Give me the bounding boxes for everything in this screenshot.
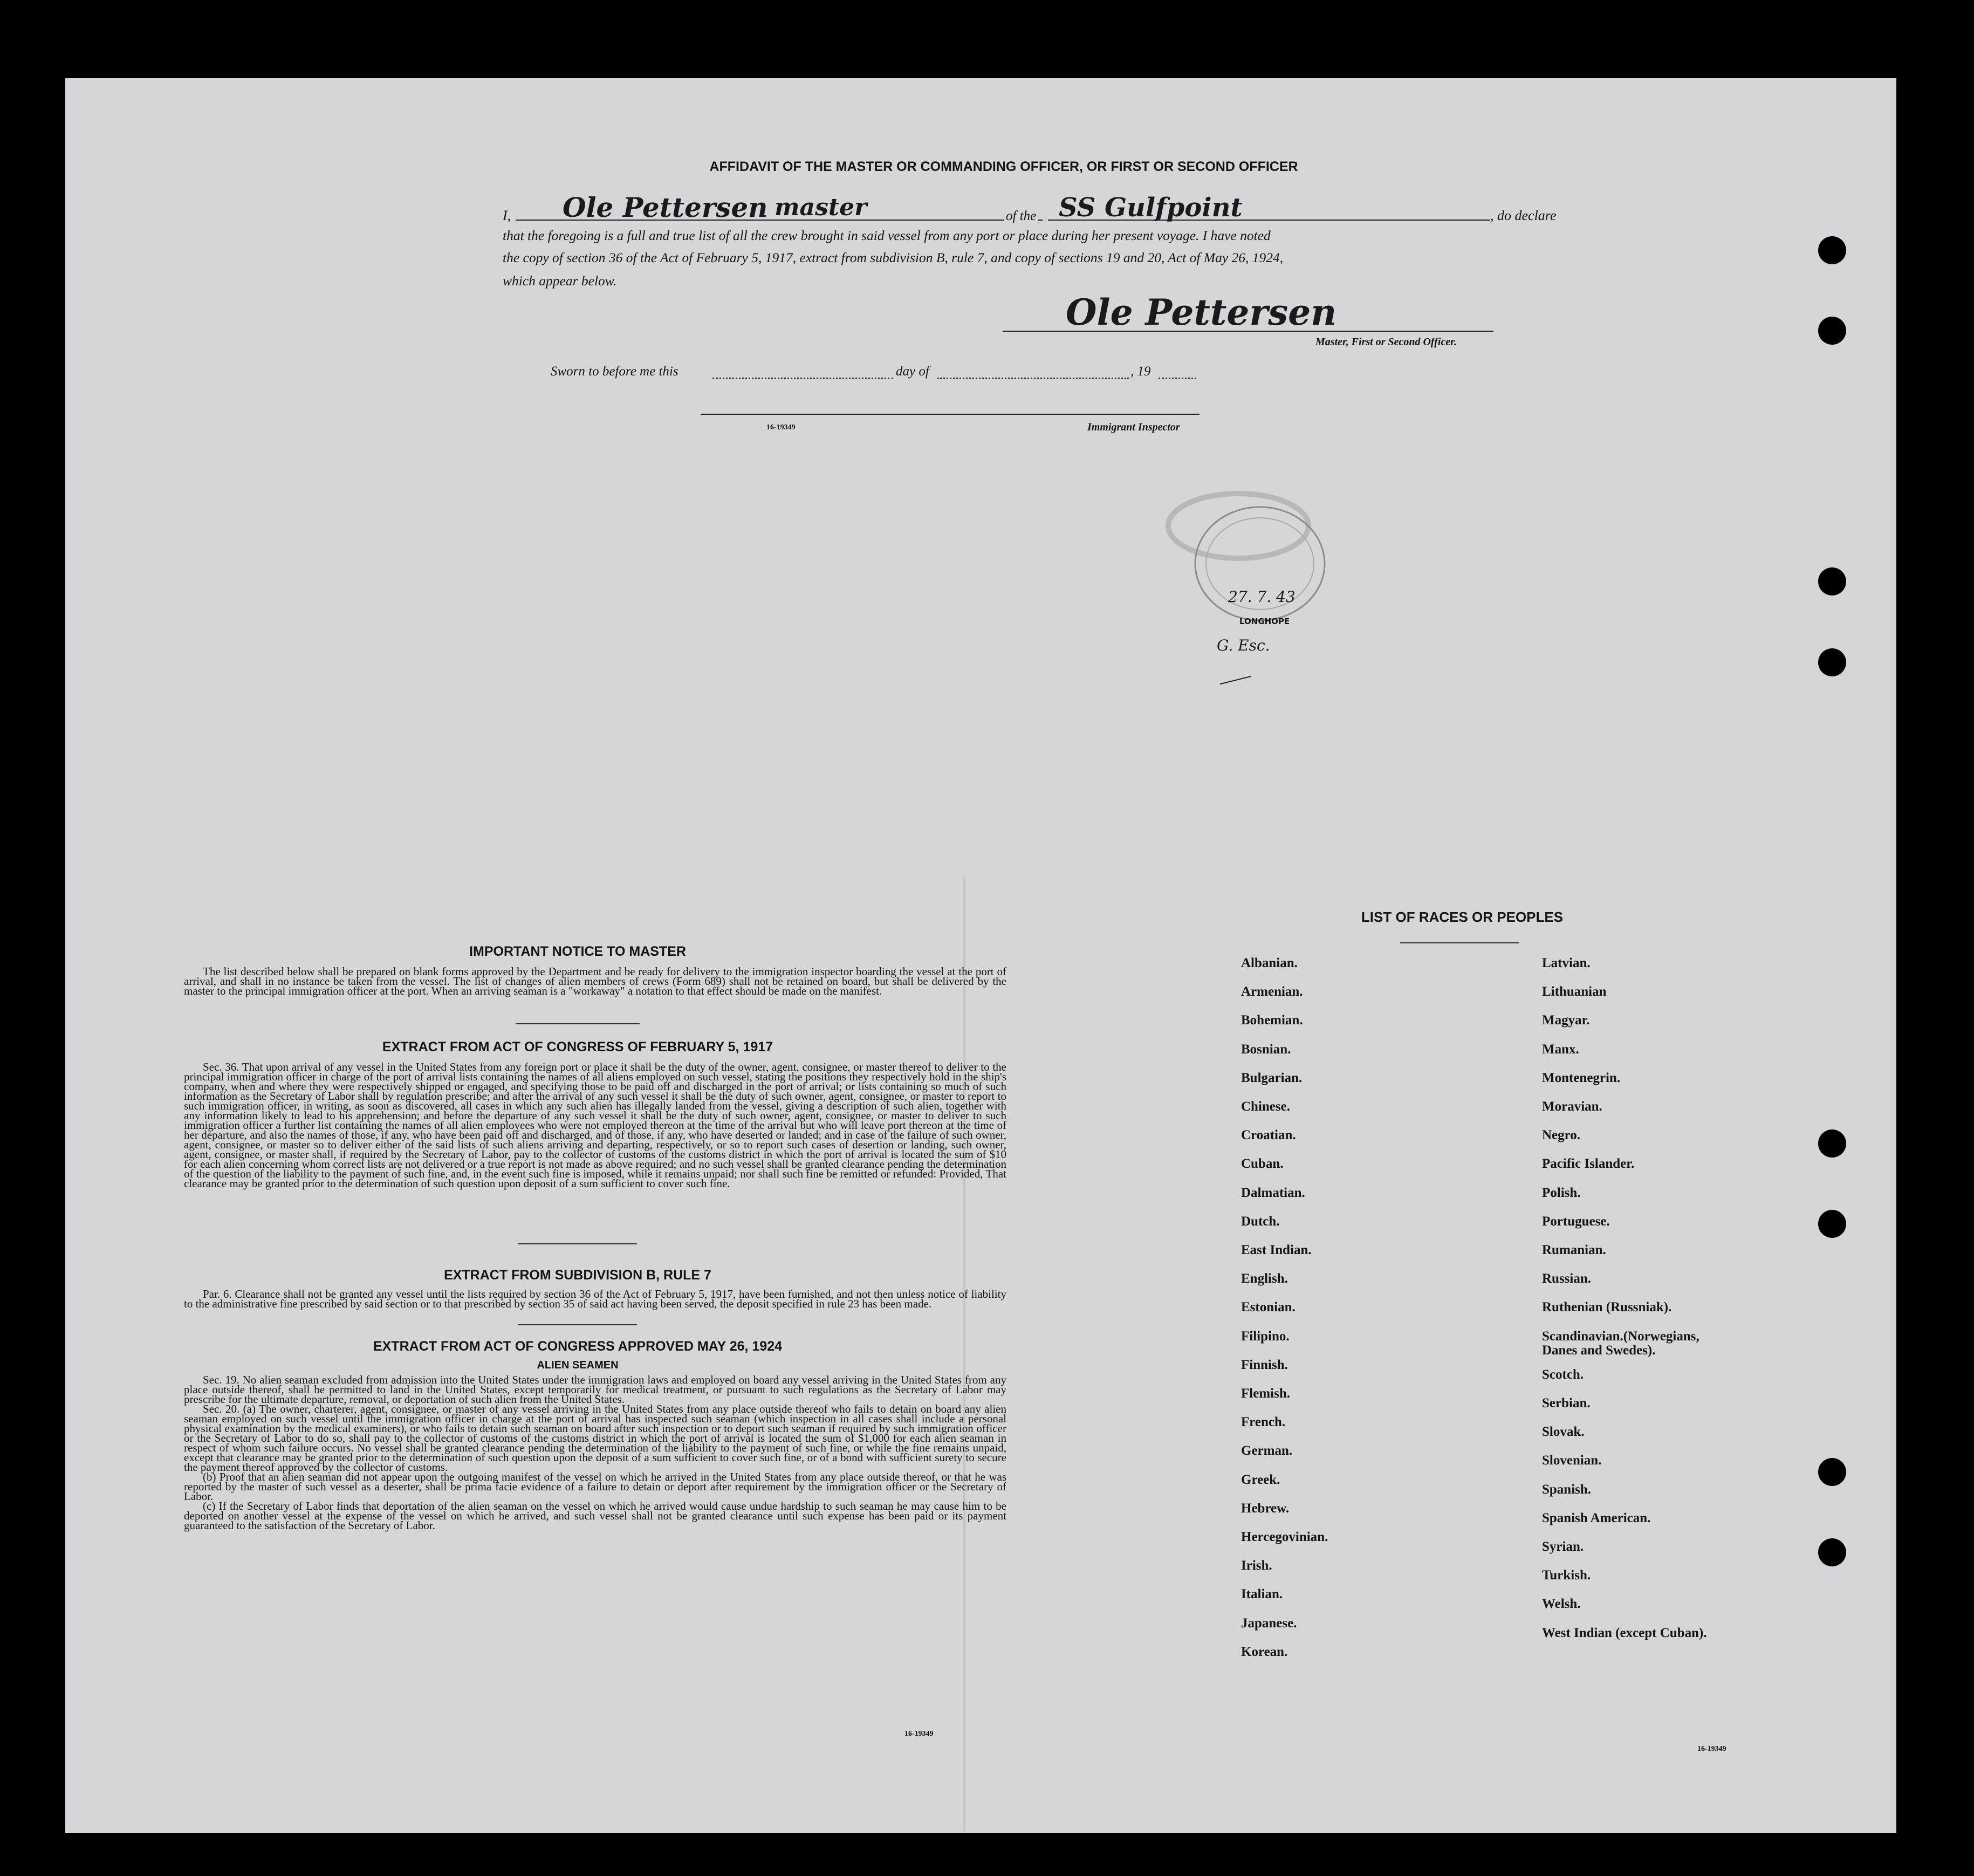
- race-item: Ruthenian (Russniak).: [1542, 1300, 1672, 1315]
- race-item: Moravian.: [1542, 1099, 1602, 1114]
- race-item: Montenegrin.: [1542, 1070, 1621, 1085]
- race-item: Bulgarian.: [1241, 1070, 1303, 1085]
- year-label: , 19: [1130, 364, 1151, 379]
- sworn-year-line: [1159, 378, 1196, 379]
- master-rank-handwritten: master: [774, 194, 867, 221]
- punch-hole: [1818, 236, 1846, 264]
- race-item: Japanese.: [1241, 1615, 1297, 1631]
- fold-line: [963, 877, 965, 1831]
- race-item: Dutch.: [1241, 1214, 1280, 1229]
- race-item: Bohemian.: [1241, 1013, 1303, 1028]
- race-item: Magyar.: [1542, 1013, 1590, 1028]
- extract-1924-body: [184, 1375, 1006, 1530]
- race-item: Korean.: [1241, 1644, 1288, 1659]
- sec20b-text: (b) Proof that an alien seaman did not appear upon the outgoing manifest of the vessel on which he arrived in the United States from any place outside thereof, or that he was reported by the master of such vessel as a deserter, shall be prima facie evidence of a failure to detain or deport after requirement by the immigration officer or the Secretary of Labor.: [184, 1470, 1006, 1503]
- inspector-caption: Immigrant Inspector: [1087, 421, 1180, 433]
- race-item: French.: [1241, 1415, 1286, 1430]
- notice-divider: [516, 1023, 640, 1024]
- race-item: Dalmatian.: [1241, 1185, 1305, 1200]
- master-signature: Ole Pettersen: [1066, 291, 1337, 333]
- rule7-body: Par. 6. Clearance shall not be granted any vessel until the lists required by section 36 of the Act of February 5, 1917, have been furnished, and not then unless notice of liability to the administrative fine prescribed by said section or to that prescribed by section 35 of said act having been served, the deposit specified in rule 23 has been made.: [184, 1288, 1006, 1310]
- sec20a-text: Sec. 20. (a) The owner, charterer, agent, consignee, or master of any vessel arriving in the United States from any place outside thereof who fails to detain on board any alien seaman employed on such vessel until the immigration officer in charge at the port of arrival has inspected such seaman (which inspection in all cases shall include a personal physical examination by the medical examiners), or who fails to detain such seaman on board after such inspection or to deport such seaman if required by such immigration officer or the Secretary of Labor to do so, shall pay to the collector of customs of the customs district in which the port of arrival is located the sum of $1,000 for each alien seaman in respect of whom such failure occurs. No vessel shall be granted clearance pending the determination of the liability to the payment of such fine, or while the fine remains unpaid, except that clearance may be granted prior to the determination of such question upon the deposit of a sum sufficient to cover such fine, or of a bond with sufficient surety to secure the payment thereof approved by the collector of customs.: [184, 1402, 1006, 1474]
- sworn-month-line: [937, 378, 1129, 379]
- race-item: English.: [1241, 1271, 1288, 1286]
- races-form-number: 16-19349: [1697, 1745, 1726, 1753]
- sworn-label: Sworn to before me this: [551, 364, 678, 379]
- race-item: Polish.: [1542, 1185, 1581, 1200]
- punch-hole: [1818, 1538, 1846, 1566]
- race-item: Pacific Islander.: [1542, 1156, 1635, 1172]
- stamp-initials-underline: [1220, 676, 1252, 684]
- race-item: Scotch.: [1542, 1367, 1584, 1382]
- race-item: Spanish American.: [1542, 1510, 1651, 1525]
- race-item: Syrian.: [1542, 1539, 1584, 1554]
- affidavit-form-number: 16-19349: [766, 423, 796, 432]
- vessel-name-handwritten: SS Gulfpoint: [1059, 193, 1243, 223]
- document-page: [65, 78, 1896, 1833]
- punch-hole: [1818, 1458, 1846, 1486]
- race-item: West Indian (except Cuban).: [1542, 1625, 1707, 1640]
- race-item: Albanian.: [1241, 956, 1298, 970]
- alien-seamen-subtitle: ALIEN SEAMEN: [537, 1359, 619, 1371]
- race-item: Croatian.: [1241, 1128, 1296, 1143]
- master-name-handwritten: Ole Pettersen: [563, 191, 768, 223]
- race-item: Lithuanian: [1542, 984, 1607, 999]
- rule7-title: EXTRACT FROM SUBDIVISION B, RULE 7: [444, 1268, 711, 1283]
- sec20c-text: (c) If the Secretary of Labor finds that deportation of the alien seaman on the vessel on which he arrived would cause undue hardship to such seaman he may cause him to be deported on another vessel at the expense of the vessel on which he arrived, and such vessel shall not be granted clearance until such expense has been paid or its payment guaranteed to the satisfaction of the Secretary of Labor.: [184, 1500, 1006, 1532]
- extract-1924-title: EXTRACT FROM ACT OF CONGRESS APPROVED MAY 26, 1924: [373, 1339, 783, 1354]
- immigration-office-stamp: [1157, 469, 1335, 631]
- race-item: Manx.: [1542, 1042, 1579, 1057]
- extract-1917-divider: [518, 1243, 637, 1244]
- of-the-label: of the: [1004, 209, 1038, 224]
- extract-1917-body: Sec. 36. That upon arrival of any vessel in the United States from any foreign port or place it shall be the duty of the owner, agent, consignee, or master thereof to deliver to the principal immigration officer in charge of the port of arrival lists containing the names of all aliens employed on such vessel, stating the positions they respectively hold in the ship's company, when and where they were respectively shipped or engaged, and specifying those to be paid off and discharged in the port of arrival; or lists containing so much of such information as the Secretary of Labor shall by regulation prescribe; and after the arrival of any such vessel it shall be the duty of such owner, agent, consignee, or master to report to such immigration officer, in writing, as soon as discovered, all cases in which any such alien has illegally landed from the vessel, giving a description of such alien, together with any information likely to lead to his apprehension; and before the departure of any such vessel it shall be the duty of such owner, agent, consignee, or master to deliver to such immigration officer a further list containing the names of all alien employees who were not employed thereon at the time of the arrival but who will leave port thereon at the time of her departure, and also the names of those, if any, who have been paid off and discharged, and of those, if any, who have deserted or landed; and in case of the failure of such owner, agent, consignee, or master so to deliver either of the said lists of such aliens arriving and departing, respectively, or so to report such cases of desertion or landing, such owner, agent, consignee, or master shall, if required by the Secretary of Labor, pay to the collector of customs of the customs district in which the port of arrival is located the sum of $10 for each alien concerning whom correct lists are not delivered or a true report is not made as above required; and no such vessel shall be granted clearance pending the determination of the question of the liability to the payment of such fine, and, in the event such fine is imposed, while it remains unpaid; nor shall such fine be remitted or refunded: Provided, That clearance may be granted prior to the determination of such question upon deposit of a sum sufficient to cover such fine.: [184, 1060, 1006, 1190]
- race-item: Welsh.: [1542, 1597, 1581, 1612]
- sec19-text: Sec. 19. No alien seaman excluded from admission into the United States under the immigration laws and employed on board any vessel arriving in the United States from any place outside thereof, shall be permitted to land in the United States, except temporarily for medical treatment, or pursuant to such regulations as the Secretary of Labor may prescribe for the ultimate departure, removal, or deportation of such alien from the United States.: [184, 1373, 1006, 1406]
- punch-hole: [1818, 567, 1846, 595]
- race-item: Rumanian.: [1542, 1243, 1606, 1257]
- race-item: Filipino.: [1241, 1329, 1290, 1344]
- affidavit-title: AFFIDAVIT OF THE MASTER OR COMMANDING OFFICER, OR FIRST OR SECOND OFFICER: [709, 159, 1298, 174]
- race-item: Spanish.: [1542, 1482, 1592, 1497]
- race-item: Latvian.: [1542, 956, 1591, 970]
- punch-hole: [1818, 1129, 1846, 1158]
- punch-hole: [1818, 648, 1846, 676]
- affidavit-line-3: the copy of section 36 of the Act of February 5, 1917, extract from subdivision B, rule 7, and copy of sections 19 and 20, Act of May 26, 1924,: [503, 250, 1284, 265]
- race-item: Estonian.: [1241, 1300, 1296, 1315]
- races-title: LIST OF RACES OR PEOPLES: [1361, 909, 1564, 925]
- race-item: Hebrew.: [1241, 1501, 1290, 1516]
- race-item: Slovenian.: [1542, 1453, 1602, 1468]
- notice-body: The list described below shall be prepared on blank forms approved by the Department and be ready for delivery to the immigration inspector boarding the vessel at the port of arrival, and shall in no instance be taken from the vessel. The list of changes of alien members of crews (Form 689) shall not be retained on board, but shall be delivered by the master to the principal immigration officer at the port. When an arriving seaman is a "workaway" a notation to that effect should be made on the manifest.: [184, 965, 1006, 997]
- day-of-label: day of: [896, 364, 929, 379]
- extract-form-number: 16-19349: [904, 1730, 934, 1738]
- race-item: Portuguese.: [1542, 1214, 1610, 1229]
- stamp-place: LONGHOPE: [1239, 617, 1290, 626]
- race-item: Slovak.: [1542, 1425, 1585, 1440]
- extract-1917-title: EXTRACT FROM ACT OF CONGRESS OF FEBRUARY 5, 1917: [382, 1039, 773, 1055]
- inspector-line: [701, 414, 1200, 415]
- affidavit-line-4: which appear below.: [503, 273, 617, 289]
- race-item: East Indian.: [1241, 1243, 1312, 1257]
- sworn-day-line: [712, 378, 893, 379]
- race-item: Armenian.: [1241, 984, 1303, 999]
- race-item: Serbian.: [1542, 1396, 1591, 1411]
- stamp-initials: G. Esc.: [1217, 636, 1270, 654]
- punch-hole: [1818, 317, 1846, 345]
- race-item: Turkish.: [1542, 1568, 1591, 1583]
- race-item: Italian.: [1241, 1587, 1283, 1602]
- affidavit-line-2: that the foregoing is a full and true list of all the crew brought in said vessel from any port or place during her present voyage. I have noted: [503, 228, 1271, 243]
- race-item: Russian.: [1542, 1271, 1592, 1286]
- races-divider: [1400, 942, 1519, 943]
- notice-title: IMPORTANT NOTICE TO MASTER: [469, 944, 686, 959]
- affidavit-i-label: I,: [503, 208, 511, 223]
- race-item: Hercegovinian.: [1241, 1530, 1328, 1544]
- race-item: Scandinavian.(Norwegians, Danes and Swedes).: [1542, 1329, 1699, 1358]
- do-declare-label: , do declare: [1490, 208, 1557, 223]
- rule7-divider: [518, 1324, 637, 1325]
- race-item: Greek.: [1241, 1472, 1280, 1487]
- race-item: Finnish.: [1241, 1357, 1288, 1372]
- race-item: Cuban.: [1241, 1156, 1284, 1172]
- punch-hole: [1818, 1210, 1846, 1238]
- stamp-date: 27. 7. 43: [1228, 588, 1296, 606]
- signature-caption: Master, First or Second Officer.: [1315, 336, 1457, 348]
- race-item: Negro.: [1542, 1128, 1581, 1143]
- race-item: Flemish.: [1241, 1386, 1290, 1401]
- race-item: German.: [1241, 1443, 1293, 1459]
- race-item: Irish.: [1241, 1558, 1272, 1573]
- race-item: Bosnian.: [1241, 1042, 1291, 1057]
- race-item: Chinese.: [1241, 1099, 1290, 1114]
